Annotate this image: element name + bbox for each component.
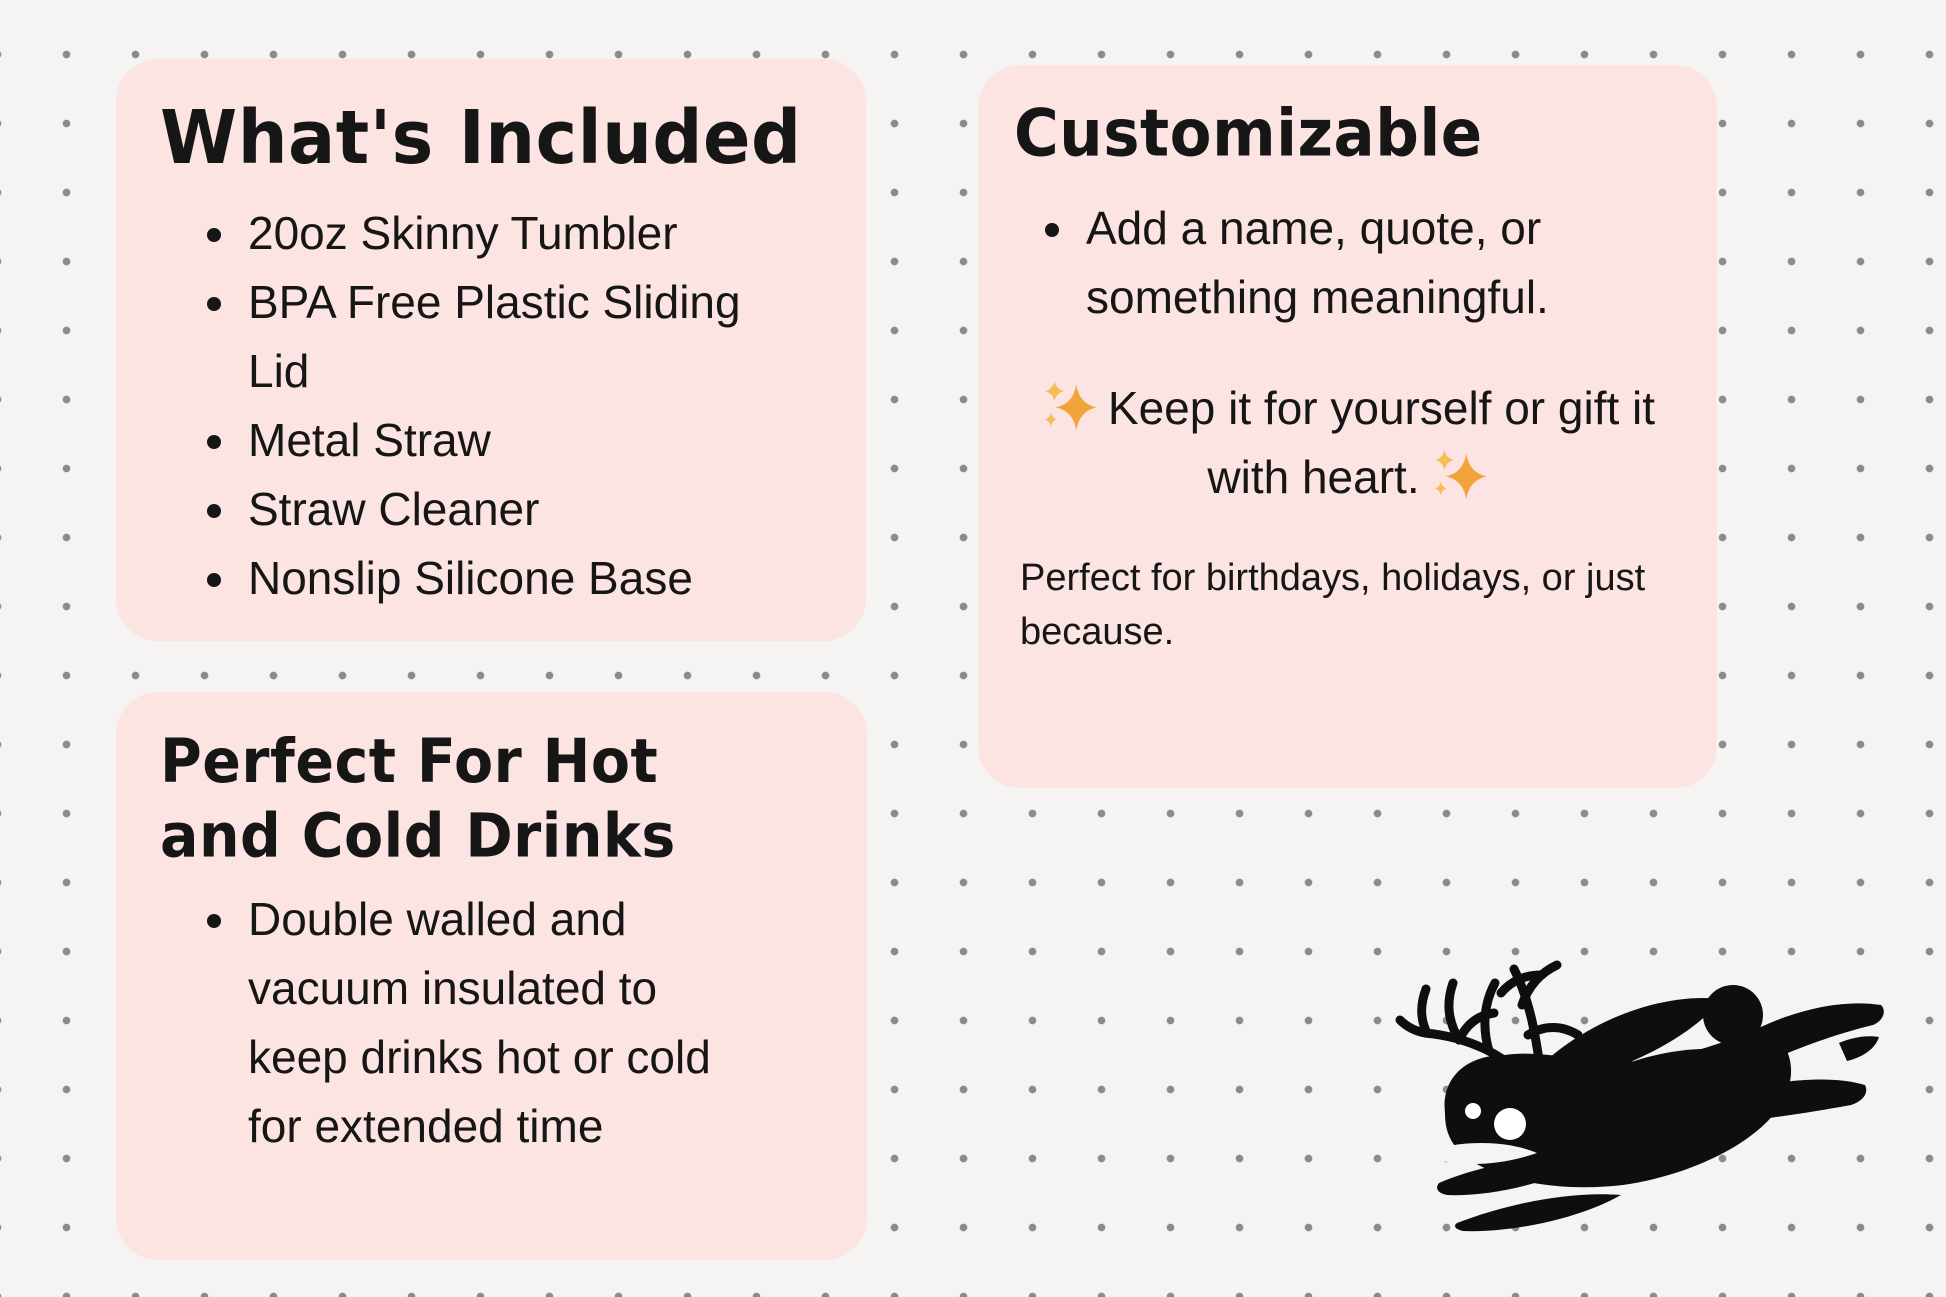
list-item: • Metal Straw xyxy=(242,406,805,475)
hot-cold-title: Perfect For Hot and Cold Drinks xyxy=(160,727,676,871)
sparkles-icon xyxy=(1430,445,1488,503)
card-customizable xyxy=(978,65,1717,788)
card-whats-included xyxy=(116,59,866,641)
whats-included-title: What's Included xyxy=(160,94,802,181)
sparkles-icon xyxy=(1040,376,1098,434)
customizable-list xyxy=(1014,194,1554,332)
gift-highlight-text: Keep it for yourself or gift it with heart. xyxy=(1107,382,1656,504)
list-item: • 20oz Skinny Tumbler xyxy=(242,199,805,268)
whats-included-list xyxy=(160,199,805,613)
hot-cold-list xyxy=(160,885,745,1161)
gift-highlight xyxy=(1018,374,1678,512)
list-item: • Straw Cleaner xyxy=(242,475,805,544)
list-item: • Nonslip Silicone Base xyxy=(242,544,805,613)
card-hot-cold-drinks xyxy=(116,692,867,1260)
jackalope-illustration xyxy=(1393,943,1893,1243)
list-item: • Add a name, quote, or something meaningful. xyxy=(1080,194,1554,332)
occasions-note: Perfect for birthdays, holidays, or just because. xyxy=(1020,557,1646,654)
list-item: • Double walled and vacuum insulated to keep drinks hot or cold for extended time xyxy=(242,885,745,1161)
customizable-title: Customizable xyxy=(1014,96,1483,172)
list-item: • BPA Free Plastic Sliding Lid xyxy=(242,268,805,406)
